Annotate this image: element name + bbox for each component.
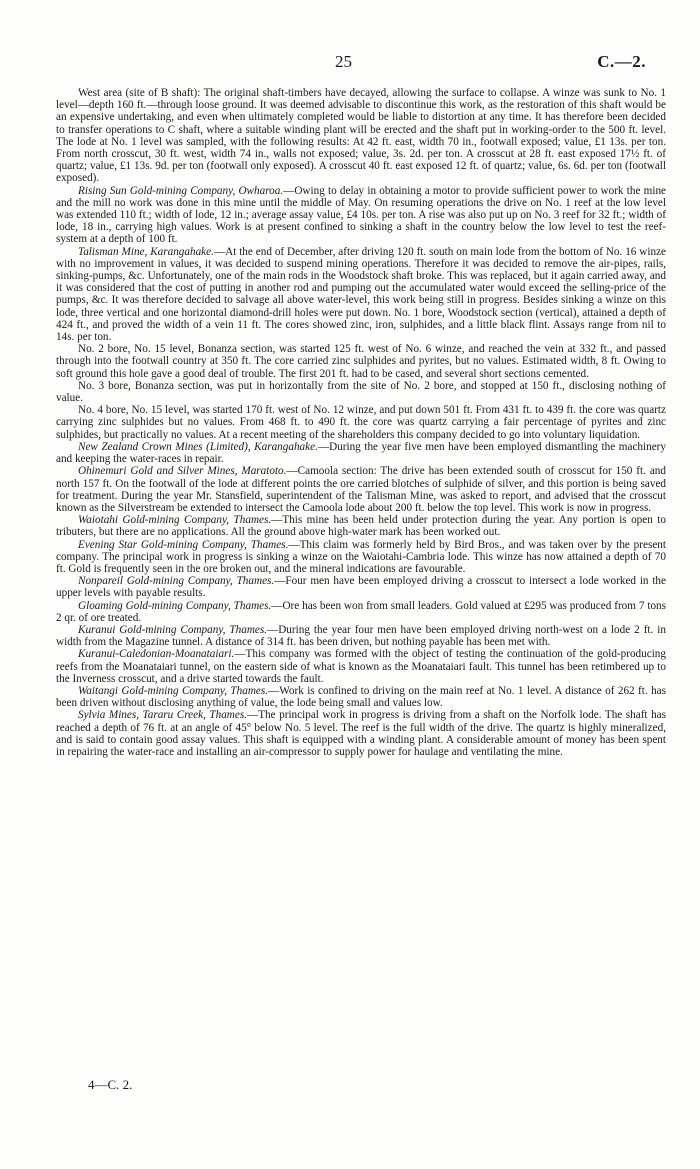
paragraph-text: —Work is confined to driving on the main reef at No. 1 level. A distance of 262 ft. has been driven without disclosing anything of value, the lode being small and values low. [56,684,666,710]
paragraph-text: —Camoola section: The drive has been extended south of crosscut for 150 ft. and north 157 ft. On the footwall of the lode at different points the ore carried blotches of sulphide of silver, and this portion is being saved for treatment. During the year Mr. Stansfield, superintendent of the Talisman Mine, was asked to report, and advised that the crosscut known as the Silverstream be extended to intersect the Camoola lode about 200 ft. below the top level. This work is now in progress. [56,465,666,514]
body-text [56,87,666,758]
paragraph-text: —This company was formed with the object of testing the continuation of the gold-producing reefs from the Moanataiari tunnel, on the eastern side of what is known as the Moanataiari fault. This tunnel has been retimbered up to the Inverness crosscut, and a drive started towards the fault. [56,648,666,685]
paragraph-text: —During the year four men have been employed driving north-west on a lode 2 ft. in width from the Magazine tunnel. A distance of 314 ft. has been driven, but nothing payable has been met with. [56,623,666,649]
paragraph [56,539,666,576]
paragraph-text: —Owing to delay in obtaining a motor to provide sufficient power to work the mine and the mill no work was done in this mine until the middle of May. On resuming operations the drive on No. 1 reef at the low level was extended 110 ft.; width of lode, 12 in.; average assay value, £4 10s. per ton. A rise was also put up on No. 3 reef for 32 ft.; width of lode, 18 in., carrying high values. Work is at present confined to sinking a shaft in the country below the low level to test the reef-system at a depth of 100 ft. [56,184,666,246]
paragraph [56,648,666,685]
paragraph-title: Waiotahi Gold-mining Company, Thames. [78,514,272,527]
paragraph-text: —Four men have been employed driving a crosscut to intersect a lode worked in the upper levels with payable results. [56,575,666,600]
paragraph-text: No. 3 bore, Bonanza section, was put in horizontally from the site of No. 2 bore, and stopped at 150 ft., disclosing nothing of value. [56,379,666,405]
paragraph [56,246,666,344]
paragraph-title: Nonpareil Gold-mining Company, Thames. [78,575,275,588]
paragraph-title: Kuranui-Caledonian-Moanataiari. [78,648,235,661]
paragraph [56,380,666,404]
paragraph [56,514,666,538]
paragraph-title: Rising Sun Gold-mining Company, Owharoa. [78,184,284,197]
paragraph-text: —The principal work in progress is driving from a shaft on the Norfolk lode. The shaft has reached a depth of 76 ft. at an angle of 45° below No. 5 level. The reef is the full width of the drive. The quartz is highly mineralized, and is said to contain good assay values. This shaft is equipped with a winding plant. A considerable amount of money has been spent in repairing the water-race and installing an air-compressor to supply power for haulage and ventilating the mine. [56,709,666,758]
paragraph [56,465,666,514]
paragraph-title: Talisman Mine, Karangahake. [78,245,214,258]
paragraph [56,404,666,441]
page-number: 25 [335,52,352,71]
document-reference: C.—2. [597,52,646,71]
paragraph [56,575,666,599]
paragraph [56,441,666,465]
signature-mark: 4—C. 2. [88,1077,133,1092]
paragraph-title: Kuranui Gold-mining Company, Thames. [78,623,268,636]
paragraph-text: —This claim was formerly held by Bird Bros., and was taken over by the present company. The principal work in progress is sinking a winze on the Waiotahi-Cambria lode. This winze has now attained a depth of 70 ft. Gold is frequently seen in the ore broken out, and the mineral indications are favourable. [56,538,666,575]
paragraph-text: —This mine has been held under protection during the year. Any portion is open to tributers, but there are no applications. All the ground above high-water mark has been worked out. [56,514,666,539]
paragraph-title: Waitangi Gold-mining Company, Thames. [78,684,269,697]
paragraph-text: No. 4 bore, No. 15 level, was started 170 ft. west of No. 12 winze, and put down 501 ft. From 431 ft. to 439 ft. the core was quartz carrying zinc sulphides but no values. From 468 ft. to 490 ft. the core was quartz carrying a fair percentage of pyrites and zinc sulphides, but practically no values. At a recent meeting of the shareholders this company decided to go into voluntary liquidation. [56,404,666,441]
paragraph-title: Sylvia Mines, Tararu Creek, Thames. [78,709,248,722]
page-header [0,52,700,74]
paragraph [56,185,666,246]
paragraph [56,709,666,758]
paragraph [56,600,666,624]
paragraph-title: Evening Star Gold-mining Company, Thames. [78,538,289,551]
paragraph-text: —During the year five men have been employed dismantling the machinery and keeping the water-races in repair. [56,440,666,466]
paragraph [56,343,666,380]
paragraph-text: —Ore has been won from small leaders. Gold valued at £295 was produced from 7 tons 2 qr. of ore treated. [56,599,666,624]
paragraph [56,87,666,185]
paragraph-text: No. 2 bore, No. 15 level, Bonanza section, was started 125 ft. west of No. 6 winze, and reached the vein at 332 ft., and passed through into the footwall country at 350 ft. The core carried zinc sulphides and pyrites, but no values. Estimated width, 8 ft. Owing to soft ground this hole gave a good deal of trouble. The first 201 ft. had to be cased, and several short sections cemented. [56,343,666,380]
paragraph-text: —At the end of December, after driving 120 ft. south on main lode from the bottom of No. 16 winze with no improvement in values, it was decided to suspend mining operations. Therefore it was decided to remove the air-pipes, rails, sinking-pumps, &c. Unfortunately, one of the main rods in the Woodstock shaft broke. This was replaced, but it again carried away, and it was considered that the cost of putting in another rod and pumping out the accumulated water would exceed the selling-price of the pumps, &c. It was therefore decided to salvage all above water-level, this work being still in progress. Besides sinking a winze on this lode, three vertical and one horizontal diamond-drill holes were put down. No. 1 bore, Woodstock section (vertical), attained a depth of 424 ft., and proved the width of a vein 11 ft. The cores showed zinc, iron, sulphides, and a little black flint. Assays range from nil to 14s. per ton. [56,245,666,344]
paragraph-title: Ohinemuri Gold and Silver Mines, Maratoto. [78,465,287,478]
paragraph [56,624,666,648]
paragraph [56,685,666,709]
paragraph-title: Gloaming Gold-mining Company, Thames. [78,599,272,612]
paragraph-text: West area (site of B shaft): The original shaft-timbers have decayed, allowing the surface to collapse. A winze was sunk to No. 1 level—depth 160 ft.—through loose ground. It was deemed advisable to discontinue this work, as the restoration of this shaft would be an expensive undertaking, and even when ultimately completed would be liable to distortion at any time. It has therefore been decided to transfer operations to C shaft, where a suitable winding plant will be erected and the shaft put in working-order to the 500 ft. level. The lode at No. 1 level was sampled, with the following results: At 42 ft. east, width 70 in., footwall exposed; value, £1 13s. per ton. From north crosscut, 30 ft. west, width 74 in., walls not exposed; value, 3s. 2d. per ton. A crosscut at 28 ft. east exposed 17½ ft. of quartz; value, £1 13s. 9d. per ton (footwall only exposed). A crosscut 40 ft. east exposed 12 ft. of quartz; value, 6s. 6d. per ton (footwall exposed). [56,87,666,185]
paragraph-title: New Zealand Crown Mines (Limited), Karangahake. [78,440,318,453]
